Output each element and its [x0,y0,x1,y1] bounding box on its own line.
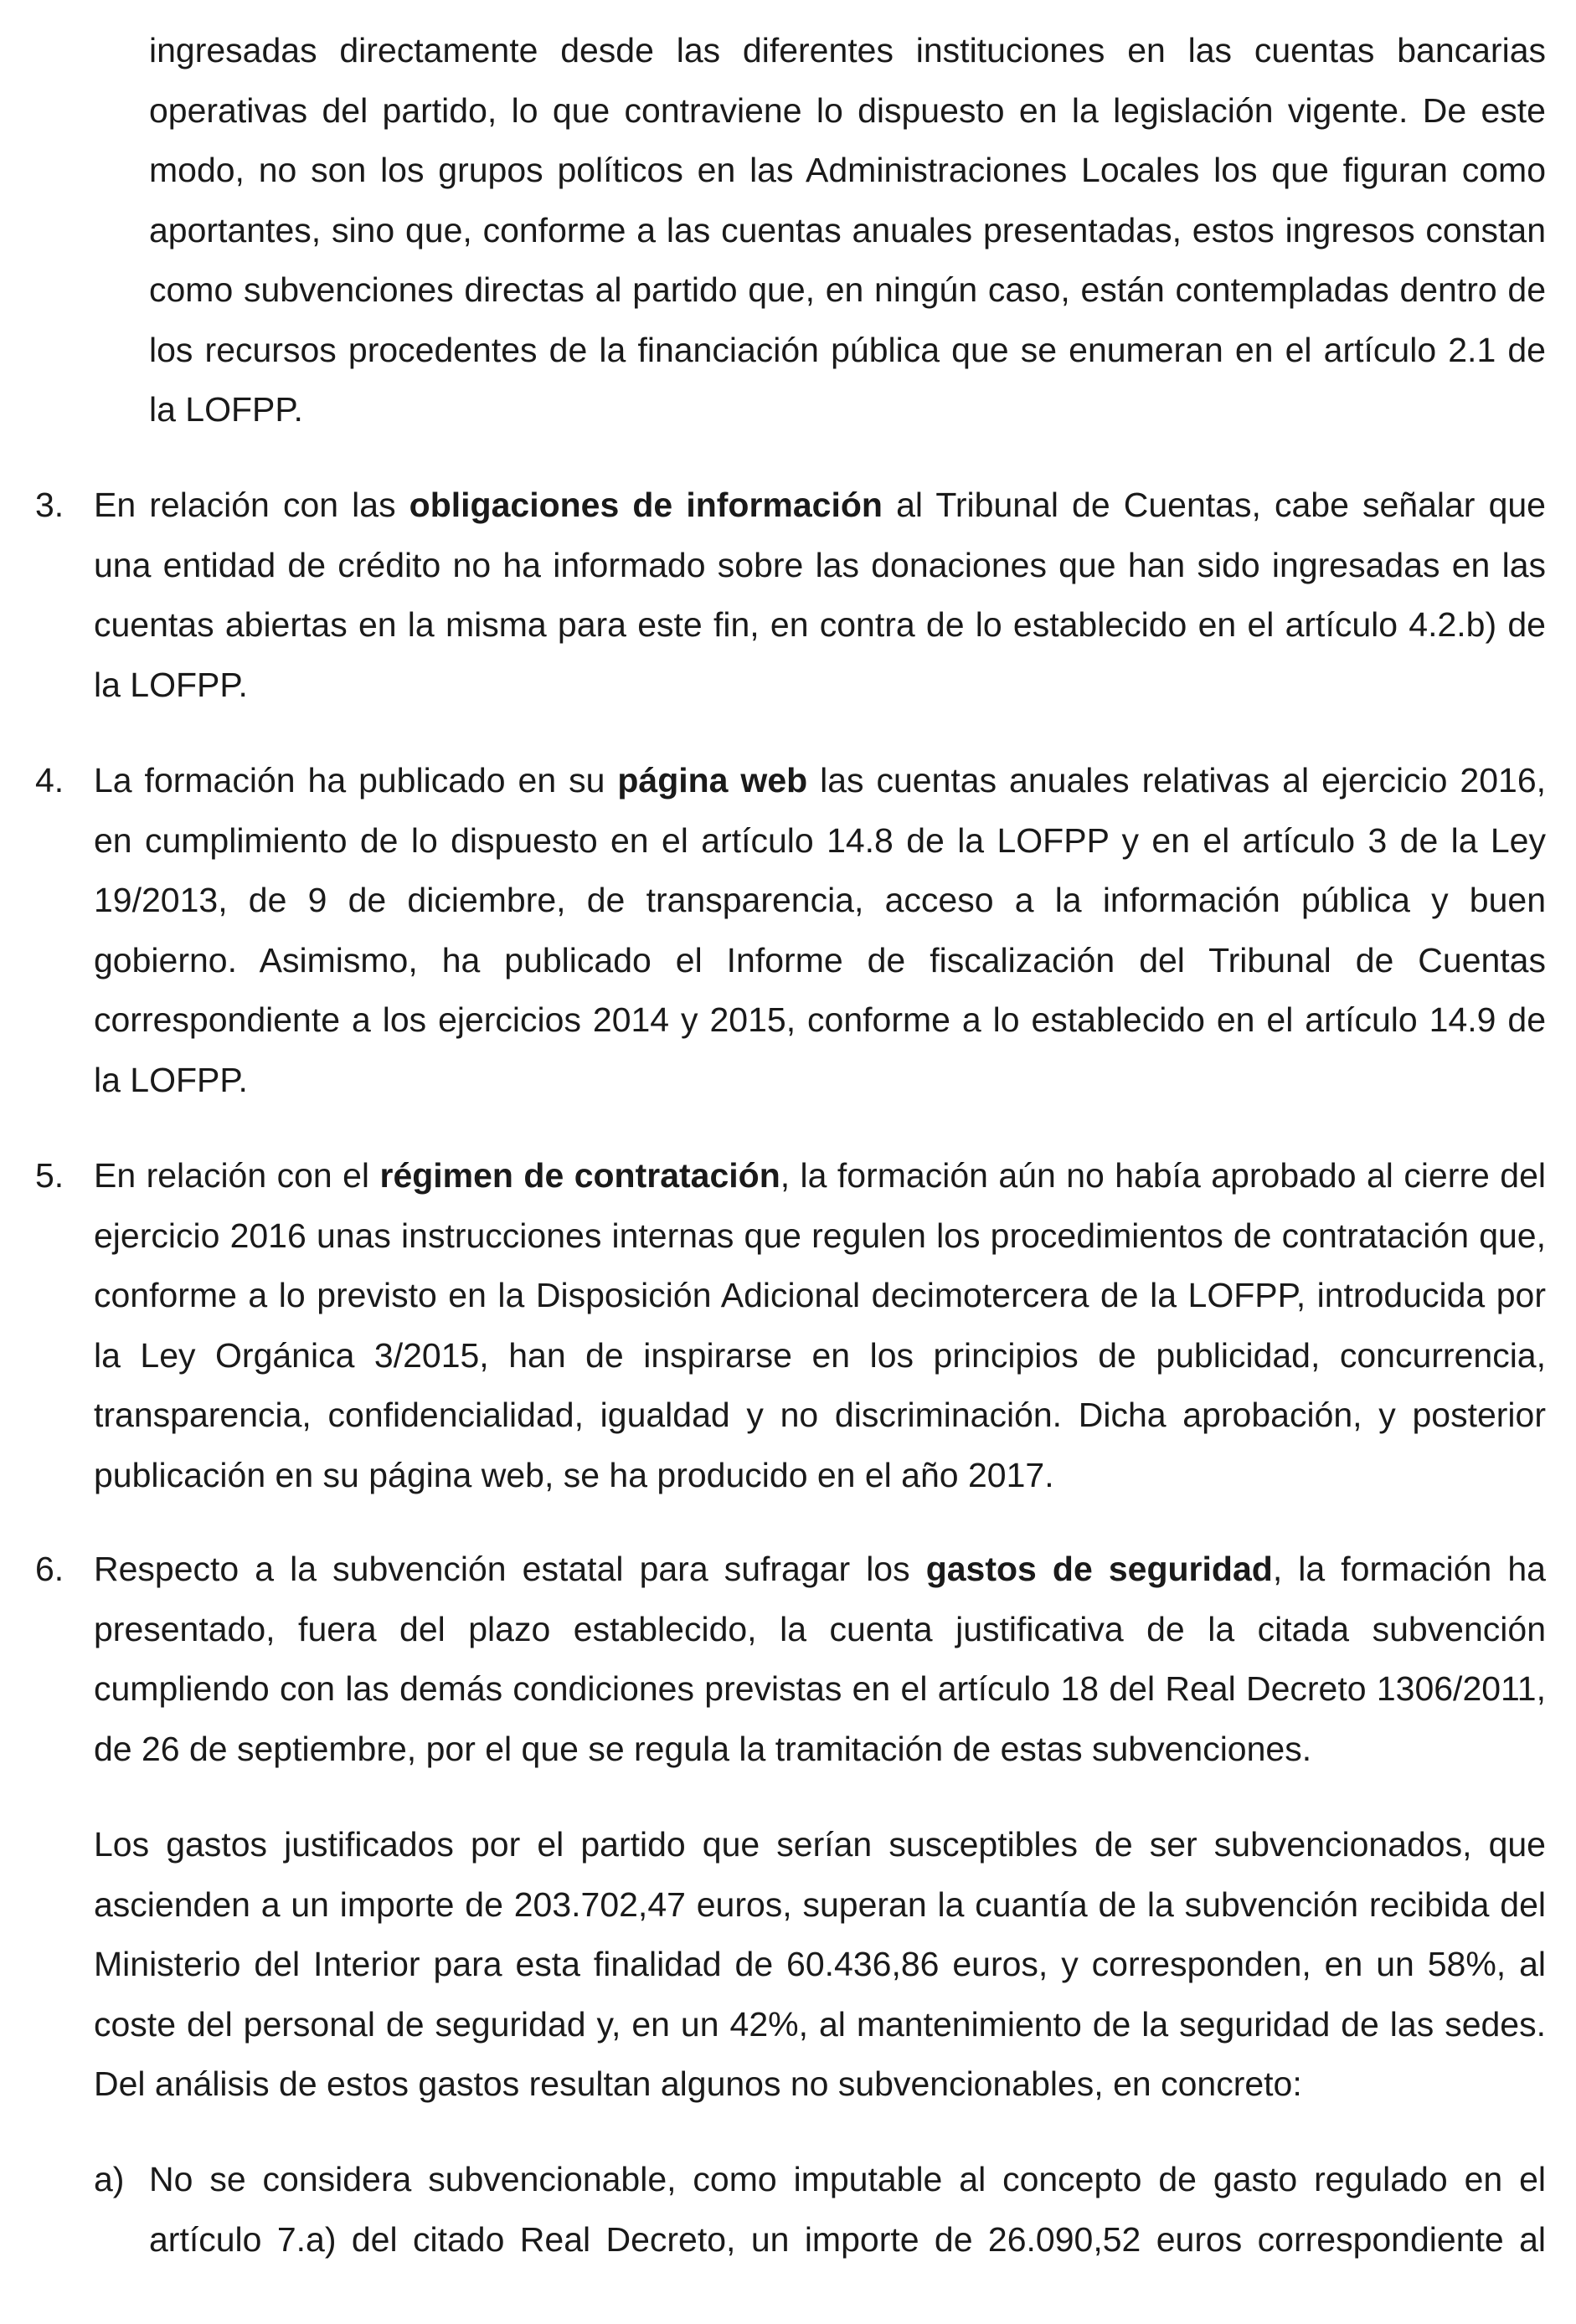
item-5-text-before: En relación con el [94,1156,380,1195]
item-6-text-before: Respecto a la subvención estatal para sufragar los [94,1550,926,1588]
item-3-bold-term: obligaciones de información [409,486,883,524]
item-number-6: 6. [35,1550,64,1588]
item-6-followup-paragraph: Los gastos justificados por el partido que serían susceptibles de ser subvencionados, que ascienden a un importe de 203.702,47 euros, superan la cuantía de la subvención recibida del Ministerio del Interior para esta finalidad de 60.436,86 euros, y corresponden, en un 58%, al coste del personal de seguridad y, en un 42%, al mantenimiento de la seguridad de las sedes. Del análisis de estos gastos resultan algunos no subvencionables, en concreto: [94,1825,1546,2103]
item-paragraph-6 [94,1540,1546,1779]
subitem-paragraph-a: No se considera subvencionable, como imputable al concepto de gasto regulado en el artículo 7.a) del citado Real Decreto, un importe de 26.090,52 euros correspondiente al [149,2160,1546,2259]
item-6-bold-term: gastos de seguridad [925,1550,1273,1588]
item-3-text-before: En relación con las [94,486,409,524]
item-number-3: 3. [35,486,64,524]
item-4-bold-term: página web [617,761,808,800]
item-5-text-after: , la formación aún no había aprobado al cierre del ejercicio 2016 unas instrucciones internas que regulen los procedimientos de contratación que, conforme a lo previsto en la Disposición Adicional decimotercera de la LOFPP, introducida por la Ley Orgánica 3/2015, han de inspirarse en los principios de publicidad, concurrencia, transparencia, confidencialidad, igualdad y no discriminación. Dicha aprobación, y posterior publicación en su página web, se ha producido en el año 2017. [94,1156,1546,1494]
item-number-5: 5. [35,1156,64,1195]
item-number-4: 4. [35,761,64,800]
continuation-paragraph: ingresadas directamente desde las diferentes instituciones en las cuentas bancarias operativas del partido, lo que contraviene lo dispuesto en la legislación vigente. De este modo, no son los grupos políticos en las Administraciones Locales los que figuran como aportantes, sino que, conforme a las cuentas anuales presentadas, estos ingresos constan como subvenciones directas al partido que, en ningún caso, están contempladas dentro de los recursos procedentes de la financiación pública que se enumeran en el artículo 2.1 de la LOFPP. [149,31,1546,429]
item-paragraph-3 [94,476,1546,715]
item-3-text-after: al Tribunal de Cuentas, cabe señalar que una entidad de crédito no ha informado sobre las donaciones que han sido ingresadas en las cuentas abiertas en la misma para este fin, en contra de lo establecido en el artículo 4.2.b) de la LOFPP. [94,486,1546,704]
item-4-text-before: La formación ha publicado en su [94,761,618,800]
item-5-bold-term: régimen de contratación [379,1156,780,1195]
item-6-text-after: , la formación ha presentado, fuera del plazo establecido, la cuenta justificativa de la citada subvención cumpliendo con las demás condiciones previstas en el artículo 18 del Real Decreto 1306/2011, de 26 de septiembre, por el que se regula la tramitación de estas subvenciones. [94,1550,1546,1768]
item-paragraph-5 [94,1146,1546,1505]
item-paragraph-4 [94,751,1546,1110]
item-4-text-after: las cuentas anuales relativas al ejercicio 2016, en cumplimiento de lo dispuesto en el artículo 14.8 de la LOFPP y en el artículo 3 de la Ley 19/2013, de 9 de diciembre, de transparencia, acceso a la información pública y buen gobierno. Asimismo, ha publicado el Informe de fiscalización del Tribunal de Cuentas correspondiente a los ejercicios 2014 y 2015, conforme a lo establecido en el artículo 14.9 de la LOFPP. [94,761,1547,1099]
subitem-label-a: a) [94,2160,125,2198]
